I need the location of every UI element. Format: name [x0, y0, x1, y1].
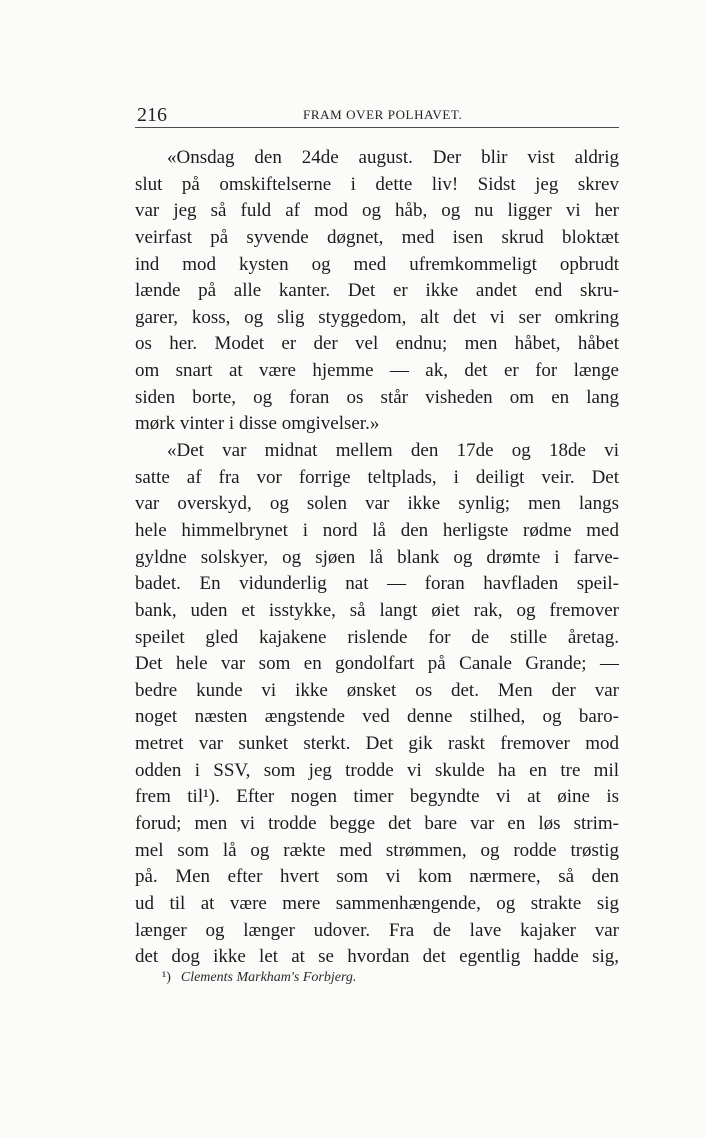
text-line: længer og længer udover. Fra de lave kajaker var: [135, 919, 619, 941]
text-line: hele himmelbrynet i nord lå den herligste rødme med: [135, 519, 619, 541]
text-line: det dog ikke let at se hvordan det egentlig hadde sig,: [135, 946, 619, 968]
footnote-text: Clements Markham's Forbjerg.: [180, 970, 357, 985]
text-line: «Det var midnat mellem den 17de og 18de vi: [167, 440, 619, 462]
text-line: veirfast på syvende døgnet, med isen skrud bloktæt: [135, 226, 619, 248]
page-number: 216: [137, 104, 167, 126]
header-rule: [135, 127, 619, 128]
text-line: var jeg så fuld af mod og håb, og nu ligger vi her: [135, 200, 619, 222]
running-title: FRAM OVER POLHAVET.: [303, 107, 463, 122]
text-line: «Onsdag den 24de august. Der blir vist aldrig: [167, 147, 619, 168]
text-line: forud; men vi trodde begge det bare var en løs strim-: [135, 813, 619, 835]
text-line: garer, koss, og slig styggedom, alt det vi ser omkring: [135, 306, 619, 328]
text-line: os her. Modet er der vel endnu; men håbet, håbet: [135, 333, 619, 355]
text-line: badet. En vidunderlig nat — foran havfladen speil-: [135, 573, 619, 595]
text-line: Det hele var som en gondolfart på Canale Grande; —: [135, 653, 619, 675]
text-line: ud til at være mere sammenhængende, og strakte sig: [135, 892, 619, 914]
footnote-marker: ¹): [162, 970, 171, 985]
text-line: gyldne solskyer, og sjøen lå blank og drømte i farve-: [135, 546, 619, 568]
text-line: om snart at være hjemme — ak, det er for længe: [135, 360, 619, 382]
text-line: bedre kunde vi ikke ønsket os det. Men der var: [135, 679, 619, 701]
text-line: odden i SSV, som jeg trodde vi skulde ha en tre mil: [135, 759, 619, 781]
text-line: ind mod kysten og med ufremkommeligt opbrudt: [135, 253, 619, 275]
text-line: frem til¹). Efter nogen timer begyndte vi at øine is: [135, 786, 619, 808]
text-line: var overskyd, og solen var ikke synlig; men langs: [135, 493, 619, 515]
text-line: speilet gled kajakene rislende for de stille åretag.: [135, 626, 619, 648]
text-line: slut på omskiftelserne i dette liv! Sidst jeg skrev: [135, 173, 619, 195]
footnote: [162, 968, 356, 988]
text-line: siden borte, og foran os står visheden om en lang: [135, 386, 619, 408]
text-line: mørk vinter i disse omgivelser.»: [135, 413, 380, 435]
body-text: [135, 145, 619, 971]
text-line: lænde på alle kanter. Det er ikke andet end skru-: [135, 280, 619, 302]
text-line: på. Men efter hvert som vi kom nærmere, så den: [135, 866, 619, 888]
text-line: noget næsten ængstende ved denne stilhed, og baro-: [135, 706, 619, 728]
page-header: [135, 102, 619, 128]
text-line: metret var sunket sterkt. Det gik raskt fremover mod: [135, 733, 619, 755]
text-line: bank, uden et isstykke, så langt øiet rak, og fremover: [135, 599, 619, 621]
text-line: mel som lå og rækte med strømmen, og rodde trøstig: [135, 839, 619, 861]
text-line: satte af fra vor forrige teltplads, i deiligt veir. Det: [135, 466, 619, 488]
